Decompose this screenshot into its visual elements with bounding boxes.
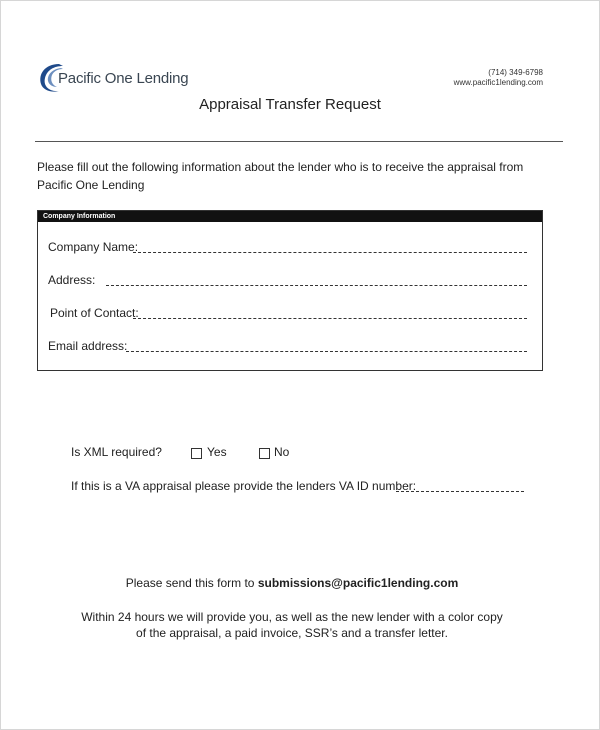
address-field[interactable] [48, 273, 528, 289]
closing-line-1: Within 24 hours we will provide you, as well as the new lender with a color copy [81, 610, 503, 624]
company-logo [37, 60, 189, 96]
xml-no-checkbox[interactable] [259, 448, 270, 459]
intro-text [37, 158, 537, 194]
submission-email[interactable]: submissions@pacific1lending.com [257, 576, 459, 590]
address-input-line[interactable] [106, 285, 527, 286]
company-name-input-line[interactable] [133, 252, 527, 253]
point-of-contact-field[interactable] [50, 306, 530, 322]
website-link[interactable]: www.pacific1lending.com [453, 78, 543, 87]
company-info-section [37, 210, 543, 371]
xml-yes-checkbox[interactable] [191, 448, 202, 459]
address-label: Address: [48, 273, 96, 287]
intro-line-2: Pacific One Lending [37, 178, 145, 192]
email-label: Email address: [48, 339, 128, 353]
xml-required-question: Is XML required? [71, 445, 162, 459]
company-name-label: Company Name: [48, 240, 139, 254]
closing-line-2: of the appraisal, a paid invoice, SSR’s and a transfer letter. [136, 626, 448, 640]
email-input-line[interactable] [126, 351, 527, 352]
va-id-label: If this is a VA appraisal please provide the lenders VA ID number: [71, 479, 417, 493]
closing-text [0, 609, 584, 641]
header-divider [35, 141, 563, 142]
intro-line-1: Please fill out the following information about the lender who is to receive the appraisal from [37, 160, 524, 174]
point-of-contact-input-line[interactable] [133, 318, 527, 319]
send-prefix: Please send this form to [125, 576, 255, 590]
xml-yes-label: Yes [207, 445, 227, 459]
phone-number: (714) 349-6798 [488, 68, 543, 77]
contact-info [454, 68, 543, 88]
company-name-field[interactable] [48, 240, 528, 256]
va-id-input-line[interactable] [396, 491, 524, 492]
page-title: Appraisal Transfer Request [199, 96, 381, 113]
company-info-header: Company Information [38, 211, 542, 222]
logo-text: Pacific One Lending [58, 70, 189, 87]
email-field[interactable] [48, 339, 528, 355]
send-instructions [0, 576, 584, 590]
xml-no-label: No [274, 445, 290, 459]
point-of-contact-label: Point of Contact: [50, 306, 139, 320]
